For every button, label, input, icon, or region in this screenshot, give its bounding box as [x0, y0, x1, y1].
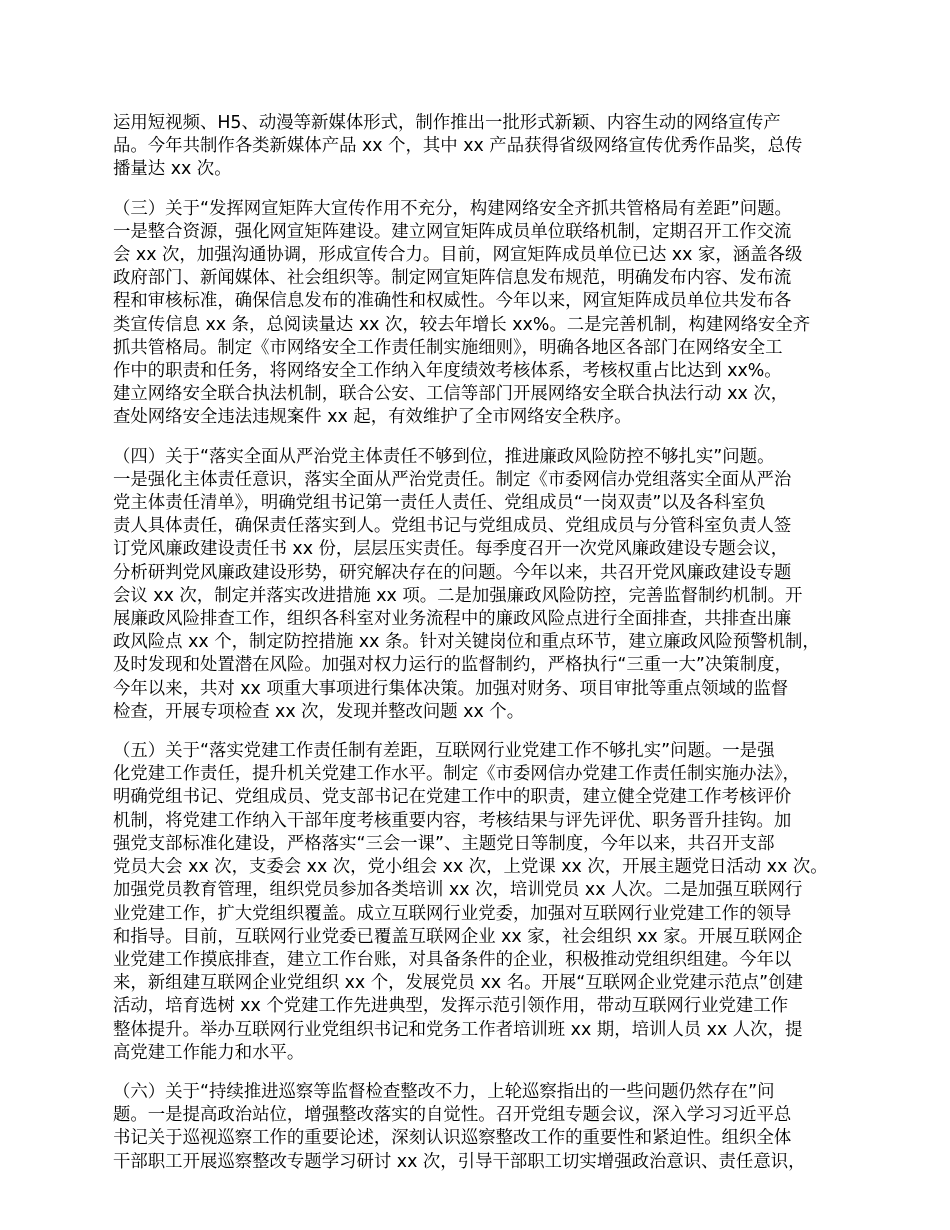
text-line: 一是整合资源，强化网宣矩阵建设。建立网宣矩阵成员单位联络机制，定期召开工作交流 — [113, 221, 792, 242]
text-line: 抓共管格局。制定《市网络安全工作责任制实施细则》，明确各地区各部门在网络安全工 — [113, 337, 783, 358]
text-line: 书记关于巡视巡察工作的重要论述，深刻认识巡察整改工作的重要性和紧迫性。组织全体 — [113, 1128, 792, 1149]
text-line: 明确党组书记、党组成员、党支部书记在党建工作中的职责，建立健全党建工作考核评价 — [113, 787, 792, 808]
text-line: 机制，将党建工作纳入干部年度考核重要内容，考核结果与评先评优、职务晋升挂钩。加 — [113, 810, 792, 831]
text-line: 强党支部标准化建设，严格落实“三会一课”、主题党日等制度，今年以来，共召开支部 — [113, 833, 775, 854]
text-line: 查处网络安全违法违规案件 xx 起，有效维护了全市网络安全秩序。 — [113, 407, 632, 428]
text-line: 今年以来，共对 xx 项重大事项进行集体决策。加强对财务、项目审批等重点领域的监督 — [113, 678, 789, 699]
document-page — [113, 112, 843, 1190]
text-line: 业党建工作摸底排查，建立工作台账，对具备条件的企业，积极推动党组织组建。今年以 — [113, 949, 792, 970]
text-line: 类宣传信息 xx 条，总阅读量达 xx 次，较去年增长 xx%。二是完善机制，构建网络安全齐 — [113, 314, 811, 335]
text-line: 一是强化主体责任意识，落实全面从严治党责任。制定《市委网信办党组落实全面从严治 — [113, 469, 792, 490]
text-line: 运用短视频、H5、动漫等新媒体形式，制作推出一批形式新颖、内容生动的网络宣传产 — [113, 113, 781, 133]
text-line: （三）关于“发挥网宣矩阵大宣传作用不充分，构建网络安全齐抓共管格局有差距”问题。 — [113, 198, 792, 219]
paragraph-section-4 — [113, 446, 843, 724]
paragraph-new-media — [113, 112, 843, 182]
text-line: 检查，开展专项检查 xx 次，发现并整改问题 xx 个。 — [113, 701, 525, 722]
text-line: 党员大会 xx 次，支委会 xx 次，党小组会 xx 次，上党课 xx 次，开展主题党日活动 xx 次。 — [113, 857, 828, 878]
text-line: 责人具体责任，确保责任落实到人。党组书记与党组成员、党组成员与分管科室负责人签 — [113, 516, 792, 537]
paragraph-section-3 — [113, 198, 843, 430]
text-line: （四）关于“落实全面从严治党主体责任不够到位，推进廉政风险防控不够扎实”问题。 — [113, 446, 775, 467]
text-line: 分析研判党风廉政建设形势，研究解决存在的问题。今年以来，共召开党风廉政建设专题 — [113, 562, 792, 583]
text-line: 题。一是提高政治站位，增强整改落实的自觉性。召开党组专题会议，深入学习习近平总 — [113, 1105, 792, 1126]
text-line: 及时发现和处置潜在风险。加强对权力运行的监督制约，严格执行“三重一大”决策制度， — [113, 655, 792, 676]
text-line: （六）关于“持续推进巡察等监督检查整改不力，上轮巡察指出的一些问题仍然存在”问 — [113, 1081, 775, 1102]
text-line: 加强党员教育管理，组织党员参加各类培训 xx 次，培训党员 xx 人次。二是加强互联网行 — [113, 880, 803, 901]
text-line: 订党风廉政建设责任书 xx 份，层层压实责任。每季度召开一次党风廉政建设专题会议， — [113, 539, 789, 560]
text-line: 播量达 xx 次。 — [113, 159, 232, 180]
text-line: 程和审核标准，确保信息发布的准确性和权威性。今年以来，网宣矩阵成员单位共发布各 — [113, 291, 792, 312]
text-line: 业党建工作，扩大党组织覆盖。成立互联网行业党委，加强对互联网行业党建工作的领导 — [113, 903, 792, 924]
text-line: 会议 xx 次，制定并落实改进措施 xx 项。二是加强廉政风险防控，完善监督制约机制。开 — [113, 585, 803, 606]
text-line: 整体提升。举办互联网行业党组织书记和党务工作者培训班 xx 期，培训人员 xx 人次，提 — [113, 1019, 803, 1040]
text-line: 化党建工作责任，提升机关党建工作水平。制定《市委网信办党建工作责任制实施办法》， — [113, 764, 800, 785]
text-line: 品。今年共制作各类新媒体产品 xx 个，其中 xx 产品获得省级网络宣传优秀作品奖，总传 — [113, 136, 803, 157]
text-line: 来，新组建互联网企业党组织 xx 个，发展党员 xx 名。开展“互联网企业党建示范点”创建 — [113, 973, 803, 994]
text-line: 会 xx 次，加强沟通协调，形成宣传合力。目前，网宣矩阵成员单位已达 xx 家，涵盖各级 — [113, 245, 803, 266]
text-line: 政风险点 xx 个，制定防控措施 xx 条。针对关键岗位和重点环节，建立廉政风险预警机制， — [113, 632, 820, 653]
paragraph-section-6 — [113, 1081, 843, 1174]
text-line: 活动，培育选树 xx 个党建工作先进典型，发挥示范引领作用，带动互联网行业党建工作 — [113, 996, 789, 1017]
text-line: 干部职工开展巡察整改专题学习研讨 xx 次，引导干部职工切实增强政治意识、责任意识， — [113, 1151, 806, 1172]
text-line: 和指导。目前，互联网行业党委已覆盖互联网企业 xx 家，社会组织 xx 家。开展互联网企 — [113, 926, 803, 947]
text-line: （五）关于“落实党建工作责任制有差距，互联网行业党建工作不够扎实”问题。一是强 — [113, 741, 775, 762]
paragraph-section-5 — [113, 740, 843, 1065]
text-line: 建立网络安全联合执法机制，联合公安、工信等部门开展网络安全联合执法行动 xx 次， — [113, 384, 789, 405]
text-line: 展廉政风险排查工作，组织各科室对业务流程中的廉政风险点进行全面排查，共排查出廉 — [113, 609, 792, 630]
text-line: 作中的职责和任务，将网络安全工作纳入年度绩效考核体系，考核权重占比达到 xx%。 — [113, 361, 782, 382]
text-line: 高党建工作能力和水平。 — [113, 1042, 305, 1063]
text-line: 政府部门、新闻媒体、社会组织等。制定网宣矩阵信息发布规范，明确发布内容、发布流 — [113, 268, 792, 289]
text-line: 党主体责任清单》，明确党组书记第一责任人责任、党组成员“一岗双责”以及各科室负 — [113, 493, 766, 514]
